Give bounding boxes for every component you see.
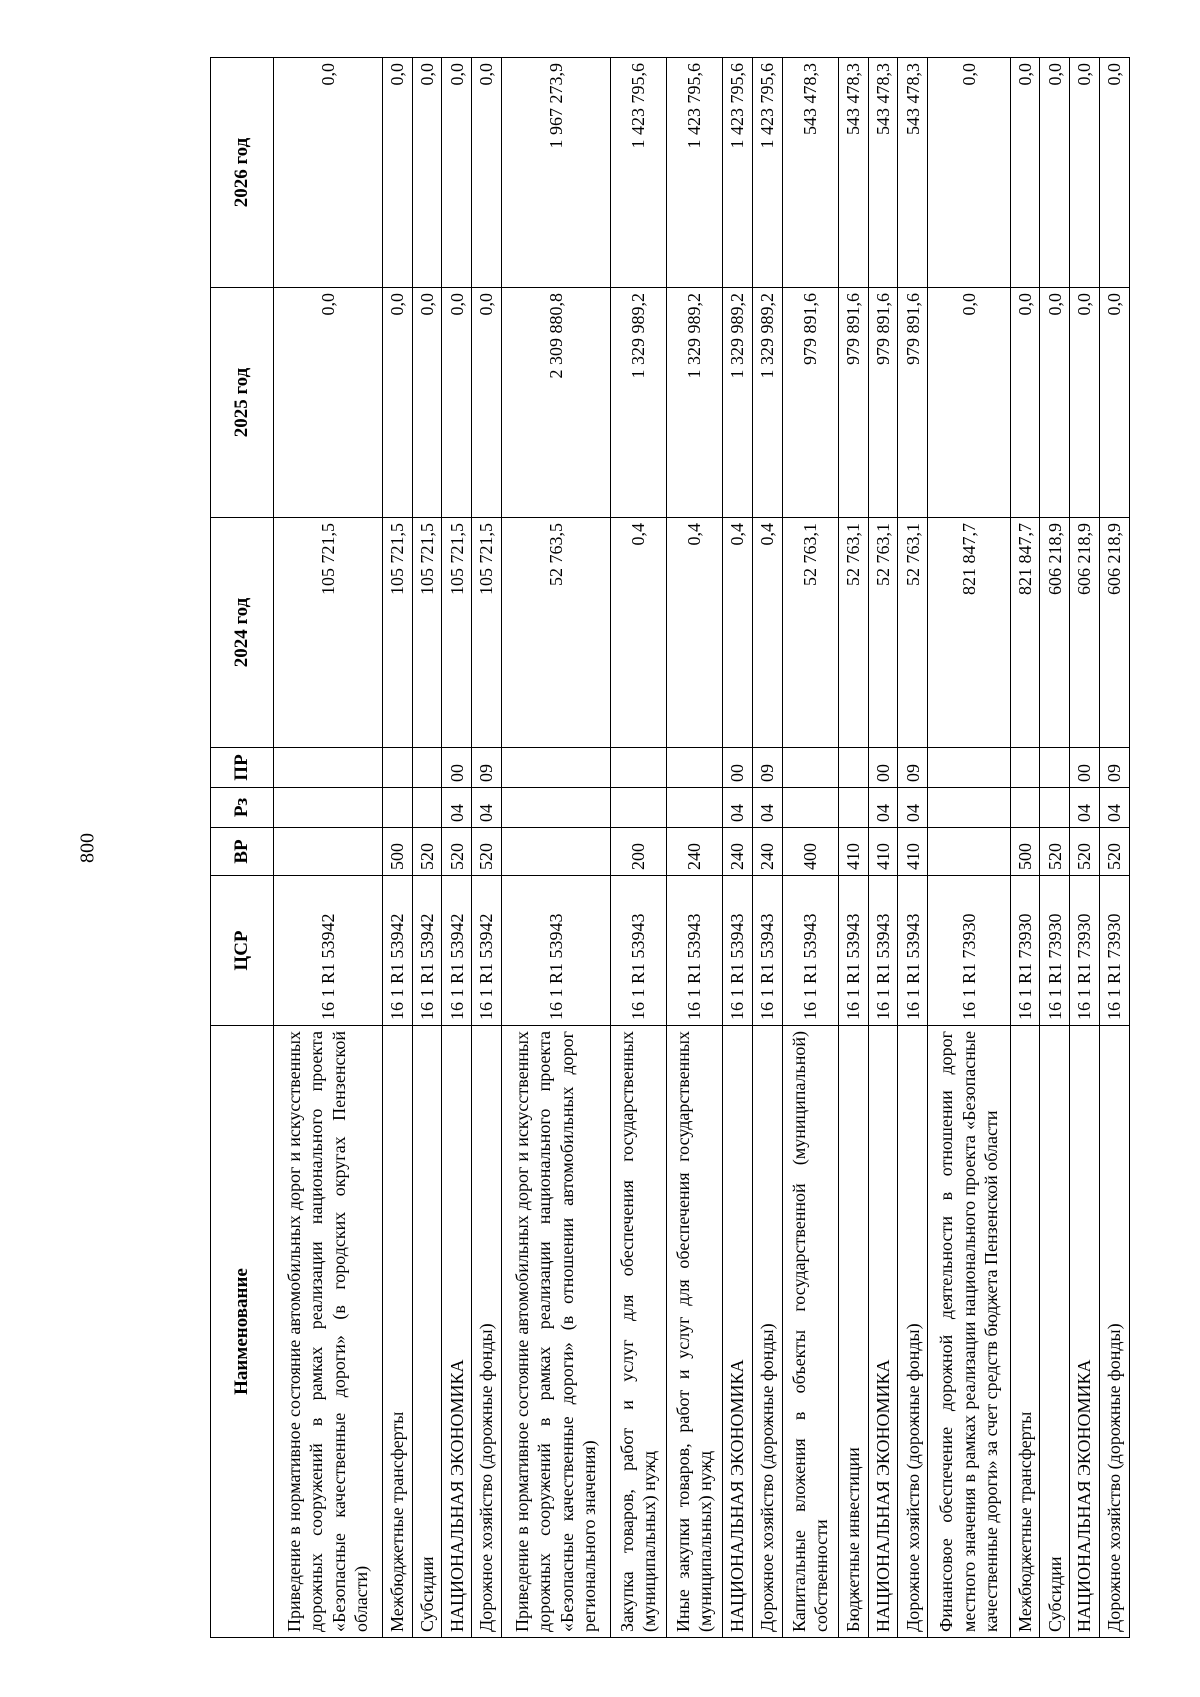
- table-row: [1070, 58, 1100, 1638]
- cell-pr: [838, 748, 868, 788]
- cell-2024: 0,4: [610, 518, 666, 748]
- cell-2024: 606 218,9: [1070, 518, 1100, 748]
- cell-csr: 16 1 R1 53942: [412, 876, 442, 1026]
- cell-name: Закупка товаров, работ и услуг для обеспечения государственных (муниципальных) нужд: [610, 1026, 666, 1638]
- cell-2026: 0,0: [1100, 58, 1130, 288]
- cell-2025: 979 891,6: [838, 288, 868, 518]
- cell-rz: 04: [752, 788, 782, 828]
- cell-vr: 520: [442, 828, 472, 876]
- cell-2024: 105 721,5: [472, 518, 502, 748]
- cell-pr: [782, 748, 838, 788]
- cell-rz: [382, 788, 412, 828]
- cell-rz: [610, 788, 666, 828]
- header-2024: 2024 год: [211, 518, 274, 748]
- table-row: [472, 58, 502, 1638]
- cell-csr: 16 1 R1 53943: [502, 876, 611, 1026]
- cell-2026: 0,0: [274, 58, 383, 288]
- cell-rz: 04: [472, 788, 502, 828]
- header-row: [211, 58, 274, 1638]
- table-row: [898, 58, 928, 1638]
- cell-csr: 16 1 R1 53943: [723, 876, 753, 1026]
- cell-pr: [412, 748, 442, 788]
- cell-2025: 1 329 989,2: [752, 288, 782, 518]
- table-row: [412, 58, 442, 1638]
- cell-2025: 0,0: [1070, 288, 1100, 518]
- cell-csr: 16 1 R1 53943: [782, 876, 838, 1026]
- cell-csr: 16 1 R1 53943: [666, 876, 722, 1026]
- cell-2024: 821 847,7: [928, 518, 1010, 748]
- table-body: [274, 58, 1130, 1638]
- cell-vr: 410: [838, 828, 868, 876]
- cell-csr: 16 1 R1 53942: [442, 876, 472, 1026]
- cell-pr: 00: [1070, 748, 1100, 788]
- cell-name: Приведение в нормативное состояние автомобильных дорог и искусственных дорожных сооружений в рамках реализации национального проекта «Безопасные качественные дороги» (в отношении автомобильных дорог регионального значения): [502, 1026, 611, 1638]
- cell-rz: [1010, 788, 1040, 828]
- cell-name: Субсидии: [1040, 1026, 1070, 1638]
- cell-name: НАЦИОНАЛЬНАЯ ЭКОНОМИКА: [1070, 1026, 1100, 1638]
- cell-2025: 2 309 880,8: [502, 288, 611, 518]
- table-row: [1100, 58, 1130, 1638]
- cell-2026: 0,0: [472, 58, 502, 288]
- cell-csr: 16 1 R1 53943: [868, 876, 898, 1026]
- cell-rz: 04: [1070, 788, 1100, 828]
- cell-2025: 0,0: [274, 288, 383, 518]
- cell-name: Межбюджетные трансферты: [382, 1026, 412, 1638]
- cell-2025: 979 891,6: [782, 288, 838, 518]
- cell-csr: 16 1 R1 73930: [1010, 876, 1040, 1026]
- cell-vr: [274, 828, 383, 876]
- cell-2025: 0,0: [1040, 288, 1070, 518]
- cell-2025: 0,0: [928, 288, 1010, 518]
- cell-csr: 16 1 R1 53943: [610, 876, 666, 1026]
- cell-rz: 04: [723, 788, 753, 828]
- cell-2024: 52 763,1: [782, 518, 838, 748]
- cell-vr: 200: [610, 828, 666, 876]
- cell-name: Бюджетные инвестиции: [838, 1026, 868, 1638]
- cell-pr: [666, 748, 722, 788]
- header-2026: 2026 год: [211, 58, 274, 288]
- table-row: [1040, 58, 1070, 1638]
- table-row: [723, 58, 753, 1638]
- cell-2026: 543 478,3: [898, 58, 928, 288]
- cell-2024: 105 721,5: [382, 518, 412, 748]
- table-row: [666, 58, 722, 1638]
- table-row: [752, 58, 782, 1638]
- cell-pr: [382, 748, 412, 788]
- cell-name: Дорожное хозяйство (дорожные фонды): [898, 1026, 928, 1638]
- cell-csr: 16 1 R1 53943: [752, 876, 782, 1026]
- cell-pr: 00: [442, 748, 472, 788]
- cell-vr: 520: [1100, 828, 1130, 876]
- cell-csr: 16 1 R1 53942: [382, 876, 412, 1026]
- cell-name: Дорожное хозяйство (дорожные фонды): [752, 1026, 782, 1638]
- cell-rz: [1040, 788, 1070, 828]
- cell-2025: 1 329 989,2: [610, 288, 666, 518]
- cell-2026: 0,0: [1010, 58, 1040, 288]
- cell-pr: 00: [723, 748, 753, 788]
- cell-2026: 0,0: [382, 58, 412, 288]
- cell-name: Капитальные вложения в объекты государственной (муниципальной) собственности: [782, 1026, 838, 1638]
- cell-vr: 500: [382, 828, 412, 876]
- header-name: Наименование: [211, 1026, 274, 1638]
- cell-name: Финансовое обеспечение дорожной деятельности в отношении дорог местного значения в рамках реализации национального проекта «Безопасные качественные дороги» за счет средств бюджета Пензенской области: [928, 1026, 1010, 1638]
- cell-vr: [928, 828, 1010, 876]
- cell-name: Иные закупки товаров, работ и услуг для обеспечения государственных (муниципальных) нужд: [666, 1026, 722, 1638]
- budget-table: [210, 57, 1130, 1638]
- cell-2026: 0,0: [412, 58, 442, 288]
- cell-name: Дорожное хозяйство (дорожные фонды): [472, 1026, 502, 1638]
- header-csr: ЦСР: [211, 876, 274, 1026]
- page-number: 800: [76, 833, 99, 863]
- header-pr: ПР: [211, 748, 274, 788]
- cell-csr: 16 1 R1 73930: [1100, 876, 1130, 1026]
- cell-name: Приведение в нормативное состояние автомобильных дорог и искусственных дорожных сооружений в рамках реализации национального проекта «Безопасные качественные дороги» (в городских округах Пензенской области): [274, 1026, 383, 1638]
- cell-2024: 0,4: [723, 518, 753, 748]
- cell-2026: 0,0: [1040, 58, 1070, 288]
- cell-pr: [1040, 748, 1070, 788]
- budget-table-container: [210, 58, 1130, 1638]
- cell-2026: 1 423 795,6: [610, 58, 666, 288]
- cell-vr: [502, 828, 611, 876]
- table-row: [502, 58, 611, 1638]
- cell-pr: [1010, 748, 1040, 788]
- cell-vr: 240: [752, 828, 782, 876]
- cell-2026: 1 423 795,6: [752, 58, 782, 288]
- cell-rz: [412, 788, 442, 828]
- cell-rz: [666, 788, 722, 828]
- cell-name: НАЦИОНАЛЬНАЯ ЭКОНОМИКА: [442, 1026, 472, 1638]
- cell-2025: 0,0: [382, 288, 412, 518]
- cell-name: НАЦИОНАЛЬНАЯ ЭКОНОМИКА: [868, 1026, 898, 1638]
- cell-name: Субсидии: [412, 1026, 442, 1638]
- cell-2025: 1 329 989,2: [723, 288, 753, 518]
- cell-rz: [838, 788, 868, 828]
- cell-2026: 543 478,3: [782, 58, 838, 288]
- cell-2024: 52 763,1: [838, 518, 868, 748]
- cell-2025: 1 329 989,2: [666, 288, 722, 518]
- cell-rz: [928, 788, 1010, 828]
- cell-2024: 105 721,5: [442, 518, 472, 748]
- cell-pr: 00: [868, 748, 898, 788]
- cell-pr: 09: [752, 748, 782, 788]
- cell-2024: 606 218,9: [1100, 518, 1130, 748]
- cell-rz: 04: [868, 788, 898, 828]
- cell-csr: 16 1 R1 53943: [898, 876, 928, 1026]
- cell-pr: [610, 748, 666, 788]
- table-row: [274, 58, 383, 1638]
- cell-2025: 0,0: [1100, 288, 1130, 518]
- cell-vr: 520: [1070, 828, 1100, 876]
- cell-2026: 543 478,3: [838, 58, 868, 288]
- cell-2024: 52 763,1: [898, 518, 928, 748]
- cell-pr: [502, 748, 611, 788]
- table-row: [868, 58, 898, 1638]
- cell-csr: 16 1 R1 73930: [928, 876, 1010, 1026]
- cell-name: Дорожное хозяйство (дорожные фонды): [1100, 1026, 1130, 1638]
- cell-csr: 16 1 R1 73930: [1040, 876, 1070, 1026]
- cell-2026: 543 478,3: [868, 58, 898, 288]
- cell-2024: 105 721,5: [412, 518, 442, 748]
- cell-pr: [274, 748, 383, 788]
- cell-vr: 520: [472, 828, 502, 876]
- cell-2024: 52 763,1: [868, 518, 898, 748]
- cell-rz: 04: [1100, 788, 1130, 828]
- cell-2024: 52 763,5: [502, 518, 611, 748]
- cell-2025: 0,0: [472, 288, 502, 518]
- cell-2024: 105 721,5: [274, 518, 383, 748]
- cell-rz: [502, 788, 611, 828]
- cell-2024: 606 218,9: [1040, 518, 1070, 748]
- cell-csr: 16 1 R1 73930: [1070, 876, 1100, 1026]
- cell-2025: 0,0: [1010, 288, 1040, 518]
- table-row: [610, 58, 666, 1638]
- cell-2025: 0,0: [412, 288, 442, 518]
- cell-csr: 16 1 R1 53942: [472, 876, 502, 1026]
- cell-2025: 979 891,6: [898, 288, 928, 518]
- header-rz: Рз: [211, 788, 274, 828]
- header-2025: 2025 год: [211, 288, 274, 518]
- cell-2026: 0,0: [928, 58, 1010, 288]
- cell-vr: 520: [1040, 828, 1070, 876]
- cell-rz: 04: [898, 788, 928, 828]
- cell-vr: 520: [412, 828, 442, 876]
- table-row: [1010, 58, 1040, 1638]
- cell-pr: 09: [472, 748, 502, 788]
- cell-2026: 1 967 273,9: [502, 58, 611, 288]
- cell-2024: 0,4: [666, 518, 722, 748]
- cell-vr: 240: [666, 828, 722, 876]
- cell-vr: 240: [723, 828, 753, 876]
- table-row: [928, 58, 1010, 1638]
- cell-2024: 821 847,7: [1010, 518, 1040, 748]
- cell-name: Межбюджетные трансферты: [1010, 1026, 1040, 1638]
- cell-rz: [274, 788, 383, 828]
- cell-name: НАЦИОНАЛЬНАЯ ЭКОНОМИКА: [723, 1026, 753, 1638]
- cell-vr: 500: [1010, 828, 1040, 876]
- cell-2025: 0,0: [442, 288, 472, 518]
- table-row: [838, 58, 868, 1638]
- cell-2026: 1 423 795,6: [723, 58, 753, 288]
- table-row: [442, 58, 472, 1638]
- cell-2026: 1 423 795,6: [666, 58, 722, 288]
- cell-csr: 16 1 R1 53942: [274, 876, 383, 1026]
- cell-csr: 16 1 R1 53943: [838, 876, 868, 1026]
- cell-pr: 09: [898, 748, 928, 788]
- table-row: [382, 58, 412, 1638]
- cell-2024: 0,4: [752, 518, 782, 748]
- header-vr: ВР: [211, 828, 274, 876]
- cell-2026: 0,0: [1070, 58, 1100, 288]
- cell-pr: 09: [1100, 748, 1130, 788]
- cell-vr: 400: [782, 828, 838, 876]
- table-row: [782, 58, 838, 1638]
- cell-2025: 979 891,6: [868, 288, 898, 518]
- cell-pr: [928, 748, 1010, 788]
- cell-vr: 410: [868, 828, 898, 876]
- cell-vr: 410: [898, 828, 928, 876]
- cell-rz: [782, 788, 838, 828]
- cell-rz: 04: [442, 788, 472, 828]
- cell-2026: 0,0: [442, 58, 472, 288]
